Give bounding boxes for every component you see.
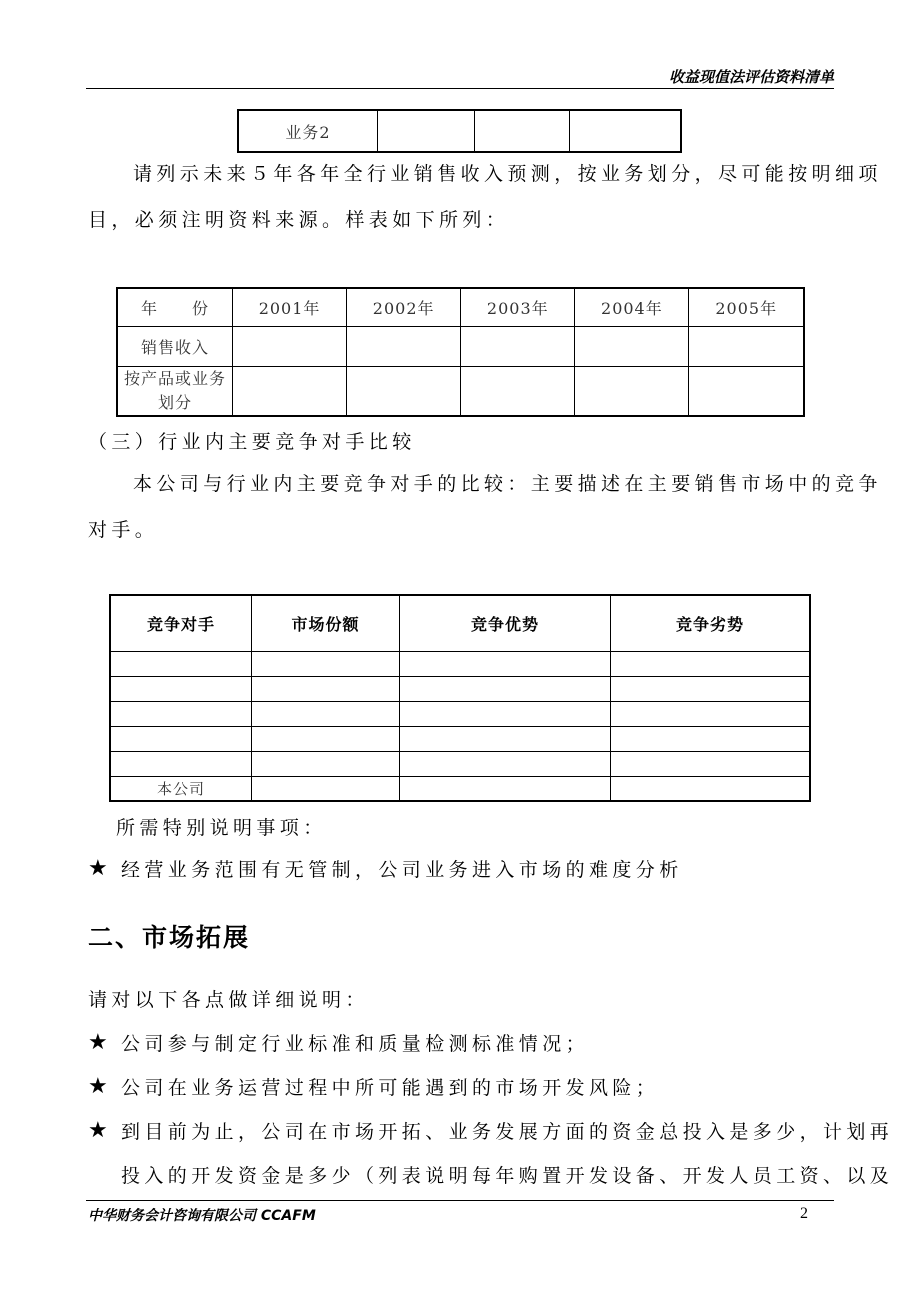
table-cell: [400, 726, 611, 751]
footer-divider: [86, 1200, 834, 1201]
header-cell-2001: 2001年: [233, 288, 347, 326]
table-cell: [475, 110, 570, 152]
table-cell: 业务2: [238, 110, 378, 152]
table-cell: [400, 776, 611, 801]
header-cell-2002: 2002年: [347, 288, 461, 326]
header-cell-market-share: 市场份额: [252, 595, 400, 651]
header-cell-2004: 2004年: [575, 288, 689, 326]
table-row: [110, 701, 810, 726]
table-row: [110, 651, 810, 676]
table-cell: [233, 366, 347, 416]
row-label-sales: 销售收入: [117, 326, 233, 366]
table-cell: [378, 110, 475, 152]
table-row: [238, 110, 681, 152]
table-row: [110, 751, 810, 776]
table-cell: [400, 751, 611, 776]
table-row: [110, 726, 810, 751]
table-cell: [575, 326, 689, 366]
table-cell: [347, 326, 461, 366]
table-cell: [575, 366, 689, 416]
table-cell: [611, 726, 811, 751]
table-cell: [570, 110, 682, 152]
row-label-our-company: 本公司: [110, 776, 252, 801]
footer-company: 中华财务会计咨询有限公司 CCAFM: [88, 1208, 316, 1224]
table-cell: [611, 676, 811, 701]
header-cell-disadvantages: 竞争劣势: [611, 595, 811, 651]
table-cell: [461, 326, 575, 366]
table-cell: [689, 366, 804, 416]
table-cell: [252, 776, 400, 801]
bullet-item-4-line2: 投入的开发资金是多少（列表说明每年购置开发设备、开发人员工资、以及: [121, 1165, 894, 1187]
table-cell: [252, 726, 400, 751]
table-header-row: [117, 288, 804, 326]
header-cell-competitor: 竞争对手: [110, 595, 252, 651]
table-cell: [461, 366, 575, 416]
table-cell: [110, 701, 252, 726]
table-cell: [400, 676, 611, 701]
table-row: [110, 676, 810, 701]
header-cell-2003: 2003年: [461, 288, 575, 326]
bullet-item-4-line1: 到目前为止，公司在市场开拓、业务发展方面的资金总投入是多少，计划再: [121, 1121, 894, 1143]
table-cell: [611, 651, 811, 676]
table-cell: [689, 326, 804, 366]
table-cell: [110, 651, 252, 676]
table-cell: [400, 651, 611, 676]
row-label-by-product: 按产品或业务划分: [117, 366, 233, 416]
header-divider: [86, 88, 834, 89]
table-cell: [611, 751, 811, 776]
competitor-table: [109, 594, 811, 802]
table-cell: [252, 676, 400, 701]
notes-label: 所需特别说明事项：: [116, 817, 327, 839]
table-cell: [110, 726, 252, 751]
page-header-title: 收益现值法评估资料清单: [668, 68, 834, 86]
header-cell-year: 年 份: [117, 288, 233, 326]
star-bullet-icon: ★: [88, 1074, 108, 1099]
business-table-fragment: [237, 109, 682, 153]
table-cell: [611, 701, 811, 726]
table-row: [117, 326, 804, 366]
header-cell-2005: 2005年: [689, 288, 804, 326]
paragraph-forecast-line2: 目，必须注明资料来源。样表如下所列：: [88, 209, 510, 231]
table-cell: [252, 751, 400, 776]
table-cell: [611, 776, 811, 801]
table-row: [110, 776, 810, 801]
table-cell: [110, 751, 252, 776]
table-cell: [252, 651, 400, 676]
star-bullet-icon: ★: [88, 856, 108, 881]
paragraph-competitors-line2: 对手。: [88, 519, 159, 541]
sales-forecast-table: [116, 287, 805, 417]
section-3-title: （三）行业内主要竞争对手比较: [88, 431, 416, 453]
table-cell: [110, 676, 252, 701]
bullet-item-3: 公司在业务运营过程中所可能遇到的市场开发风险；: [121, 1077, 660, 1099]
bullet-item-2: 公司参与制定行业标准和质量检测标准情况；: [121, 1033, 590, 1055]
table-header-row: [110, 595, 810, 651]
section-2-title: 二、市场拓展: [88, 923, 251, 952]
paragraph-forecast-line1: 请列示未来５年各年全行业销售收入预测，按业务划分，尽可能按明细项: [133, 163, 882, 185]
header-cell-advantages: 竞争优势: [400, 595, 611, 651]
page-number: 2: [800, 1205, 808, 1222]
table-cell: [252, 701, 400, 726]
section-2-intro: 请对以下各点做详细说明：: [88, 989, 369, 1011]
bullet-item-1: 经营业务范围有无管制，公司业务进入市场的难度分析: [121, 859, 683, 881]
table-row: [117, 366, 804, 416]
star-bullet-icon: ★: [88, 1030, 108, 1055]
star-bullet-icon: ★: [88, 1118, 108, 1143]
table-cell: [233, 326, 347, 366]
table-cell: [400, 701, 611, 726]
table-cell: [347, 366, 461, 416]
paragraph-competitors-line1: 本公司与行业内主要竞争对手的比较：主要描述在主要销售市场中的竞争: [133, 473, 882, 495]
